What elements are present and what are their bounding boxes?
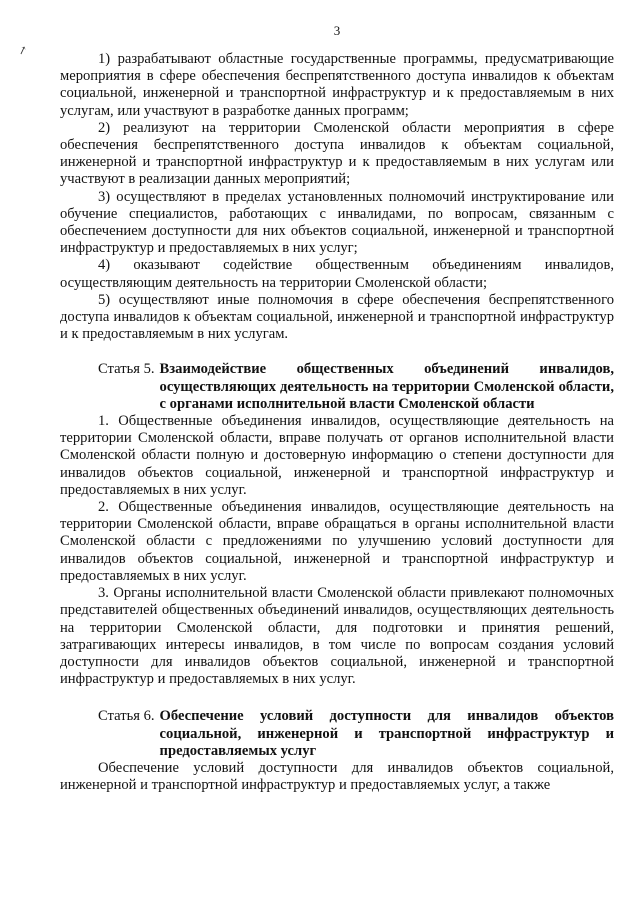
article-5-paragraph-2: 2. Общественные объединения инвалидов, осуществляющие деятельность на территории Смоленской области, вправе обращаться в органы исполнительной власти Смоленской области с предложениями по улучшению условий доступности для инвалидов объектов социальной, инженерной и транспортной инфраструктур и предоставляемых в них услуг.	[60, 499, 614, 584]
article-5-label: Статья 5.	[98, 361, 155, 378]
page-number: 3	[333, 23, 341, 38]
article-6-paragraph-1: Обеспечение условий доступности для инвалидов объектов социальной, инженерной и транспортной инфраструктур и предоставляемых услуг, а также	[60, 759, 614, 794]
article-6-label: Статья 6.	[98, 708, 155, 725]
list-item-2: 2) реализуют на территории Смоленской области мероприятия в сфере обеспечения беспрепятственного доступа инвалидов к объектам социальной, инженерной и транспортной инфраструктур и к предоставляемым в них услугам или участвуют в реализации данных мероприятий;	[60, 119, 614, 188]
article-5-paragraph-1: 1. Общественные объединения инвалидов, осуществляющие деятельность на территории Смоленской области, вправе получать от органов исполнительной власти Смоленской области полную и достоверную информацию о степени доступности для инвалидов объектов социальной, инженерной и транспортной инфраструктур и предоставляемых в них услуг.	[60, 413, 614, 498]
article-6-heading	[60, 708, 614, 760]
article-5-title: Взаимодействие общественных объединений инвалидов, осуществляющих деятельность на территории Смоленской области, с органами исполнительной власти Смоленской области	[159, 361, 614, 412]
article-6-title: Обеспечение условий доступности для инвалидов объектов социальной, инженерной и транспортной инфраструктур и предоставляемых услуг	[159, 708, 614, 759]
list-item-1: 1) разрабатывают областные государственные программы, предусматривающие мероприятия в сфере обеспечения беспрепятственного доступа инвалидов к объектам социальной, инженерной и транспортной инфраструктур и к предоставляемым в них услугам, или участвуют в разработке данных программ;	[60, 51, 614, 119]
list-item-3: 3) осуществляют в пределах установленных полномочий инструктирование или обучение специалистов, работающих с инвалидами, по вопросам, связанным с обеспечением доступности для них объектов социальной, инженерной и транспортной инфраструктур и предоставляемых в них услуг;	[60, 188, 614, 257]
list-item-5: 5) осуществляют иные полномочия в сфере обеспечения беспрепятственного доступа инвалидов к объектам социальной, инженерной и транспортной инфраструктур и к предоставляемым в них услугам.	[60, 291, 614, 343]
article-5-heading	[60, 361, 614, 413]
article-5-paragraph-3: 3. Органы исполнительной власти Смоленской области привлекают полномочных представителей общественных объединений инвалидов, осуществляющих деятельность на территории Смоленской области, для подготовки и принятия решений, затрагивающих интересы инвалидов, в том числе по вопросам создания условий доступности для инвалидов объектов социальной, инженерной и транспортной инфраструктур и предоставляемых в них услуг.	[60, 585, 614, 688]
list-item-4: 4) оказывают содействие общественным объединениям инвалидов, осуществляющим деятельность на территории Смоленской области;	[60, 257, 614, 291]
margin-mark: ↗	[16, 43, 30, 59]
